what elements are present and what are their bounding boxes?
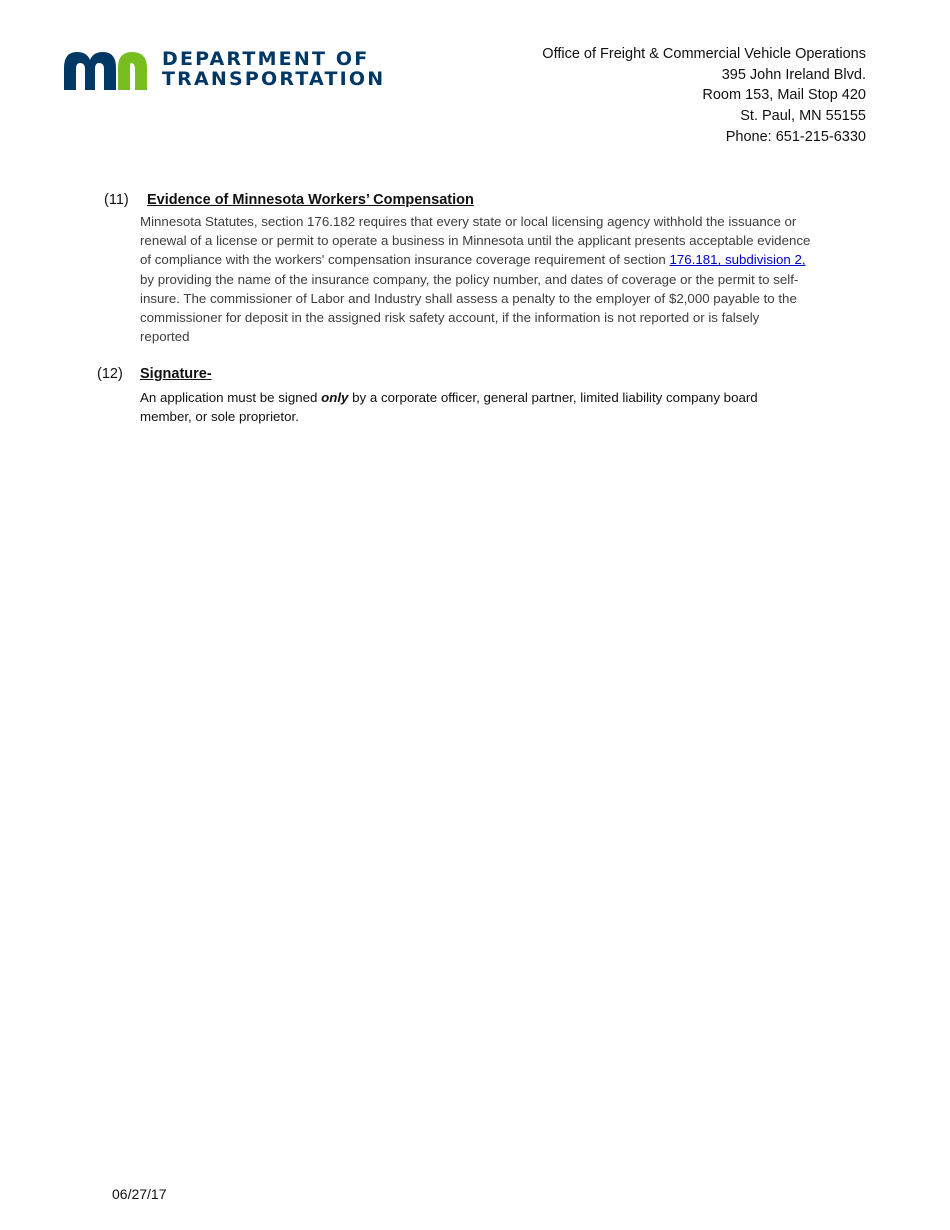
address-line: Room 153, Mail Stop 420 [702,87,866,104]
address-line: 395 John Ireland Blvd. [721,66,866,83]
address-line: Office of Freight & Commercial Vehicle Operations [542,46,866,62]
body-line: Minnesota Statutes, section 176.182 requires that every state or local licensing agency withhold the issuance or [140,214,797,229]
section-11-title: Evidence of Minnesota Workers’ Compensation [147,192,474,208]
emphasis-only: only [321,390,349,405]
body-line [140,250,870,269]
address-phone: Phone: 651-215-6330 [725,128,866,145]
mn-logo-mark-icon [58,48,152,90]
body-line: by providing the name of the insurance company, the policy number, and dates of coverage or the permit to self- [140,271,799,287]
body-line-text: by a corporate officer, general partner, limited liability company board [348,390,758,405]
address-line: St. Paul, MN 55155 [740,108,866,125]
section-11-body [140,212,870,346]
body-line-text: An application must be signed [140,390,322,405]
body-line: commissioner for deposit in the assigned risk safety account, if the information is not reported or is falsely [140,310,760,326]
section-11-number: (11) [104,192,129,208]
section-12-title: Signature- [140,366,212,382]
section-12-number: (12) [97,366,123,382]
statute-link[interactable]: 176.181, subdivision 2, [669,252,806,268]
section-12-body [140,388,870,426]
body-line [140,388,870,407]
body-line: reported [140,329,190,345]
logo-wordmark [162,49,385,89]
body-line-text: of compliance with the workers' compensation insurance coverage requirement of section [140,252,670,268]
body-line: member, or sole proprietor. [140,409,299,425]
mndot-logo [58,48,385,90]
body-line: renewal of a license or permit to operate a business in Minnesota until the applicant presents acceptable evidence [140,233,811,249]
office-address [542,44,866,148]
body-line: insure. The commissioner of Labor and Industry shall assess a penalty to the employer of $2,000 payable to the [140,290,797,306]
logo-line-1: DEPARTMENT OF [162,48,370,70]
logo-line-2: TRANSPORTATION [162,68,386,90]
footer-date: 06/27/17 [112,1186,167,1202]
